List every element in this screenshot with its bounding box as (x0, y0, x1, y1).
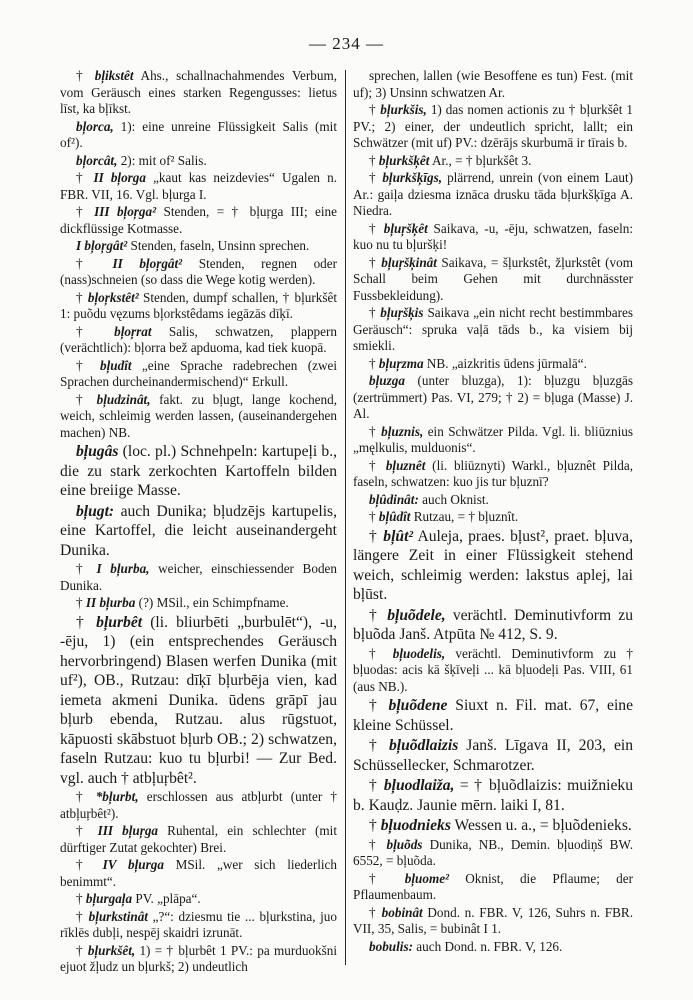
entry-definition: (loc. pl.) Schnehpeln: kartupeļi b., die zu stark zerkochten Kartoffeln bilden eine breiige Masse. (60, 443, 337, 499)
entry-definition: weicher, einschiessender Boden Dunika. (60, 561, 337, 593)
entry-marker: † (76, 561, 97, 576)
entry-definition: (li. bliurbēti „burbulēt“), -u, -ēju, 1) (ein entsprechendes Geräusch hervorbringend) Blasen werfen Dunika (mit uf²), OB., Rutzau: dīķī bļurbēja vien, kad iemeta akmeni Dunika. ūdens grāpī jau bļurb ebenda, Rutzau. alus rūgstuot, kāpuosti skābstuot bļurb OB.; 2) schwatzen, faseln Rutzau: kuo tu bļurbi! — Zur Bed. vgl. auch † atbļuŗbêt². (60, 613, 337, 787)
entry-definition: sprechen, lallen (wie Besoffene es tun) Fest. (mit uf); 3) Unsinn schwatzen Ar. (353, 68, 633, 100)
dictionary-entry (60, 595, 337, 612)
dictionary-entry (353, 606, 633, 645)
entry-marker: † (369, 355, 379, 371)
dictionary-entry (353, 527, 633, 605)
entry-marker: † (369, 870, 405, 886)
entry-definition: Saikava, = šļurkstêt, žļurkstêt (vom Schall beim Gehen mit durchnässter Fussbekleidung). (353, 254, 633, 303)
entry-marker: † (369, 836, 387, 852)
dictionary-entry (353, 424, 633, 457)
entry-headword: III bļoŗga² (94, 204, 157, 219)
entry-definition: Wessen u. a., = bļuõdenieks. (450, 817, 632, 834)
entry-marker: † (369, 904, 382, 920)
dictionary-entry (353, 776, 633, 815)
dictionary-entry (60, 170, 337, 203)
entry-marker: † (76, 891, 86, 906)
dictionary-entry (60, 68, 337, 118)
entry-headword: bļoŗrat (114, 323, 152, 339)
entry-headword: bļuznêt (385, 457, 426, 473)
dictionary-entry (60, 823, 337, 856)
entry-headword: bļudzinât, (96, 391, 151, 407)
entry-marker: † (369, 606, 388, 624)
entry-headword: bļuŗšķis (380, 305, 424, 320)
entry-marker: † (76, 68, 95, 83)
entry-headword: bļuõdele, (387, 606, 446, 624)
dictionary-entry (60, 789, 337, 822)
dictionary-entry (353, 221, 633, 254)
entry-headword: bobulis: (369, 938, 413, 954)
entry-headword: bļorcât, (76, 152, 118, 168)
entry-definition: verächtl. Deminutivform zu bļuõda Janš. Atpūta № 412, S. 9. (353, 606, 633, 643)
entry-marker: † (76, 908, 89, 924)
dictionary-entry (353, 102, 633, 152)
page-number: — 234 — (309, 34, 384, 53)
dictionary-entry (60, 909, 337, 942)
right-column (353, 68, 633, 956)
entry-definition: 1): eine unreine Flüssigkeit Salis (mit of²). (60, 118, 337, 150)
dictionary-entry (353, 68, 633, 101)
entry-headword: I bļoŗgât² (76, 238, 128, 253)
entry-definition: „kaut kas neizdevies“ Ugalen n. FBR. VII, 16. Vgl. bļurga I. (60, 170, 338, 202)
dictionary-entry (60, 238, 337, 255)
dictionary-entry (353, 837, 633, 870)
entry-definition: Stenden, = † bļuŗga III; eine dickflüssige Kotmasse. (60, 204, 337, 236)
entry-definition: 1) = † bļurbêt 1 PV.: pa murduokšni ejuot žļudz un bļurkš; 2) undeutlich (60, 942, 338, 974)
entry-marker: † (369, 527, 384, 545)
entry-definition: Ruhental, ein schlechter (mit dürftiger Zutat gekochter) Brei. (60, 823, 338, 855)
entry-headword: bļût² (383, 527, 414, 545)
entry-headword: I bļurba, (96, 561, 150, 576)
entry-headword: bļugâs (76, 443, 119, 460)
entry-headword: bļuõdlaizis (388, 737, 459, 754)
dictionary-entry (60, 442, 337, 501)
entry-definition: erschlossen aus atbļurbt (unter † atbļuŗbêt²). (60, 789, 337, 821)
column-divider (345, 70, 346, 965)
entry-marker: † (76, 595, 86, 610)
dictionary-entry (353, 905, 633, 938)
entry-headword: II bļurba (85, 595, 136, 610)
entry-definition: = † bļuõdlaizis: muižnieku b. Kauḍz. Jaunie mērn. laiki I, 81. (353, 777, 633, 814)
entry-headword: bļorca, (76, 118, 114, 134)
dictionary-entry (353, 305, 633, 355)
entry-headword: bļugt: (76, 502, 115, 520)
entry-marker: † (76, 357, 101, 373)
entry-definition: Dunika, NB., Demin. bļuodiņš BW. 6552, = bļuõda. (353, 836, 634, 868)
entry-definition: Auleja, praes. bļust², praet. bļuva, längere Zeit in einer Flüssigkeit stehend weich, schleimig werden: lakstus aplej, lai bļūst. (353, 527, 633, 603)
entry-headword: bobinât (381, 904, 423, 920)
entry-definition: Stenden, faseln, Unsinn sprechen. (127, 238, 310, 253)
entry-headword: bļoŗkstêt² (87, 289, 139, 305)
entry-definition: (li. bliūznyti) Warkl., bļuznêt Pilda, faseln, schwatzen: kuo jis tur bļuznī? (353, 457, 633, 489)
entry-marker: † (369, 697, 389, 714)
entry-marker: † (369, 737, 389, 754)
dictionary-entry (353, 356, 633, 373)
entry-marker: † (369, 152, 379, 168)
entry-headword: bļuzga (369, 373, 405, 388)
entry-definition: verächtl. Deminutivform zu † bļuodas: acis kā šķīveļi ... kā bļuodeļi Pas. VIII, 61 (aus NB.). (353, 645, 633, 694)
entry-definition: „eine Sprache radebrechen (zwei Sprachen durcheinandermischend)“ Erkull. (60, 357, 337, 389)
dictionary-entry (353, 646, 633, 696)
entry-marker: † (369, 457, 386, 473)
dictionary-entry (353, 696, 633, 735)
entry-marker: † (369, 777, 384, 794)
entry-definition: „?“: dziesmu tie ... bļurkstina, juo rīklēs dubļi, nespēj skaidri izrunāt. (60, 908, 337, 940)
dictionary-entry (60, 502, 337, 561)
entry-headword: bļudît (100, 357, 132, 373)
entry-definition: Salis, schwatzen, plappern (verächtlich): bļorra bež apduoma, kad tiek kuopā. (60, 323, 337, 355)
entry-marker: † (76, 289, 88, 305)
dictionary-entry (353, 458, 633, 491)
entry-headword: bļurkstinât (88, 908, 148, 924)
entry-headword: bļurkšķīgs, (382, 170, 443, 185)
dictionary-entry (353, 816, 633, 836)
dictionary-entry (60, 256, 337, 289)
entry-marker: † (76, 170, 94, 185)
entry-definition: Rutzau, = † bļuznît. (410, 509, 519, 524)
entry-definition: Stenden, dumpf schallen, † bļurkšêt 1: puõdu vęzums bļorkstêdams iegāzās dīķī. (60, 289, 338, 321)
entry-definition: 1) das nomen actionis zu † bļurkšêt 1 PV.; 2) einer, der undeutlich spricht, lallt; ein Schwätzer (mit uf) PV.: dzērājs skurbumā ir tīrais b. (353, 102, 633, 150)
entry-definition: Ar., = † bļurkšêt 3. (429, 152, 532, 168)
entry-marker: † (76, 613, 97, 631)
entry-definition: Stenden, regnen oder (nass)schneien (so dass die Wege kotig werden). (60, 255, 338, 287)
dictionary-entry (60, 943, 337, 976)
entry-definition: NB. „aizkritis ūdens jūrmalā“. (423, 355, 587, 371)
dictionary-entry (353, 255, 633, 305)
entry-headword: bļuŗzma (378, 355, 424, 371)
entry-headword: bļuznis, (381, 423, 424, 439)
entry-headword: bļuŗšķêt (383, 220, 428, 236)
entry-definition: Saikava „ein nicht recht bestimmbares Geräusch“: spruka vaļā tāds b., ka visiem bij smiekli. (353, 305, 633, 353)
entry-definition: Siuxt n. Fil. mat. 67, eine kleine Schüssel. (353, 697, 633, 734)
dictionary-entry (60, 613, 337, 789)
dictionary-entry (353, 492, 633, 509)
entry-headword: bļuŗšķinât (381, 254, 437, 270)
entry-definition: 2): mit of² Salis. (117, 152, 207, 168)
dictionary-entry (353, 509, 633, 526)
entry-definition: (?) MSil., ein Schimpfname. (135, 595, 289, 610)
entry-marker: † (369, 423, 382, 439)
entry-headword: bļurbêt (96, 613, 143, 631)
entry-marker: † (369, 305, 381, 320)
dictionary-entry (60, 119, 337, 152)
dictionary-entry (60, 561, 337, 594)
entry-definition: fakt. zu bļugt, lange kochend, weich, schleimig werden lassen, (auseinandergehen machen) NB. (60, 391, 337, 440)
dictionary-entry (60, 358, 337, 391)
entry-headword: IV bļurga (102, 857, 164, 872)
entry-marker: † (76, 823, 98, 838)
entry-headword: bļuodelis, (392, 645, 446, 661)
dictionary-entry (353, 153, 633, 170)
entry-definition: Janš. Līgava II, 203, ein Schüssellecker, Schmarotzer. (353, 737, 633, 774)
entry-definition: PV. „plāpa“. (132, 891, 201, 906)
entry-marker: † (369, 170, 383, 185)
dictionary-entry (353, 170, 633, 220)
entry-headword: II bļorga (93, 170, 146, 185)
entry-marker: † (369, 254, 382, 270)
dictionary-entry (353, 736, 633, 775)
dictionary-entry (60, 857, 337, 890)
dictionary-entry (60, 891, 337, 908)
entry-definition: Dond. n. FBR. V, 126, Suhrs n. FBR. VII, 35, Salis, = bubinât I 1. (353, 904, 634, 936)
entry-marker: † (76, 391, 97, 407)
entry-headword: *bļurbt, (95, 789, 139, 804)
entry-marker: † (76, 789, 96, 804)
entry-marker: † (369, 645, 393, 661)
entry-marker: † (76, 942, 88, 958)
dictionary-entry (60, 290, 337, 323)
entry-headword: bļikstêt (94, 68, 134, 83)
entry-headword: bļuodlaiža, (383, 777, 455, 794)
entry-headword: bļurgaļa (85, 891, 133, 906)
dictionary-entry (60, 324, 337, 357)
dictionary-entry (353, 373, 633, 423)
entry-definition: plärrend, unrein (von einem Laut) Ar.: gaiļa dziesma iznāca drusku tāda bļurkšķīga A. Niedra. (353, 170, 634, 218)
dictionary-entry (353, 871, 633, 904)
dictionary-entry (60, 204, 337, 237)
entry-marker: † (76, 255, 113, 271)
entry-headword: bļuome² (404, 870, 450, 886)
entry-marker: † (369, 102, 381, 117)
entry-headword: bļûdinât: (369, 491, 419, 507)
entry-headword: bļurkšķêt (378, 152, 430, 168)
entry-marker: † (369, 509, 379, 524)
entry-definition: MSil. „wer sich liederlich benimmt“. (60, 857, 337, 889)
entry-headword: bļuõdene (388, 697, 448, 714)
entry-marker: † (76, 857, 103, 872)
dictionary-entry (60, 153, 337, 170)
entry-marker: † (369, 220, 384, 236)
entry-definition: auch Dond. n. FBR. V, 126. (412, 938, 563, 954)
entry-headword: III bļuŗga (97, 823, 159, 838)
entry-headword: bļurkšêt, (87, 942, 136, 958)
entry-definition: auch Dunika; bļudzējs kartupelis, eine Kartoffel, die leicht auseinandergeht Dunika. (60, 502, 337, 559)
entry-definition: (unter bluzga), 1): bļuzgu bļuzgās (zertrümmert) Pas. VI, 279; † 2) = bļuga (Masse) J. Al. (353, 373, 633, 421)
entry-headword: bļuõds (386, 836, 423, 852)
left-column (60, 68, 337, 977)
entry-headword: bļûdît (378, 509, 411, 524)
entry-definition: Oknist, die Pflaume; der Pflaumenbaum. (353, 870, 633, 902)
entry-headword: bļuodnieks (380, 817, 451, 834)
entry-marker: † (76, 323, 115, 339)
entry-definition: ein Schwätzer Pilda. Vgl. li. bliūznius „męlkulis, mulduonis“. (353, 423, 633, 455)
entry-marker: † (369, 817, 381, 834)
entry-definition: Ahs., schallnachahmendes Verbum, vom Geräusch eines starken Regengusses: lietus līst, ka bļīkst. (60, 68, 337, 116)
entry-marker: † (76, 204, 95, 219)
entry-definition: Saikava, -u, -ēju, schwatzen, faseln: kuo nu tu bļuršķi! (353, 220, 633, 252)
entry-definition: auch Oknist. (418, 491, 489, 507)
entry-headword: II bļoŗgât² (112, 255, 183, 271)
dictionary-entry (60, 392, 337, 442)
entry-headword: bļurkšis, (380, 102, 427, 117)
dictionary-entry (353, 939, 633, 956)
